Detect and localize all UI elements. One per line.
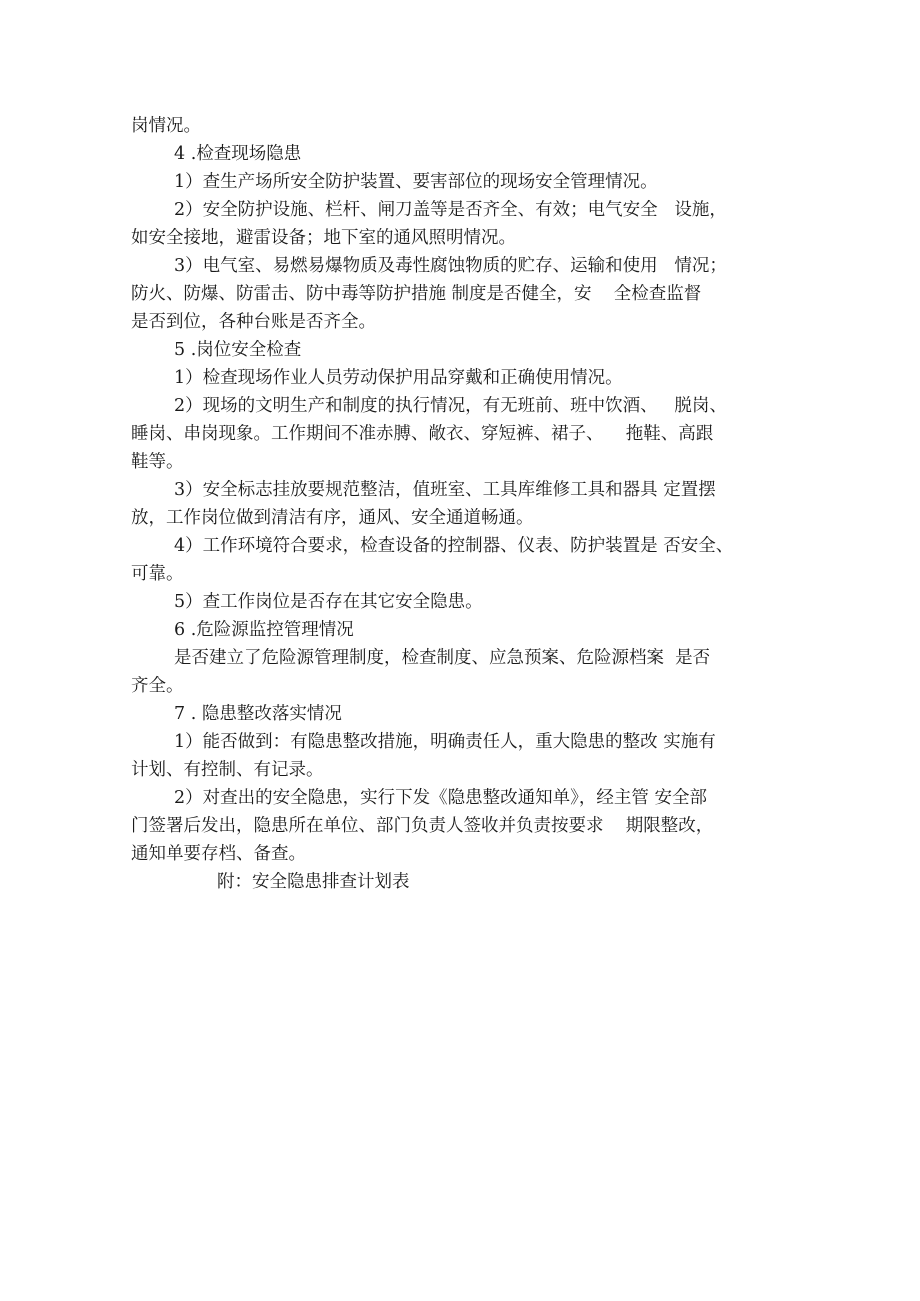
text-line: 4）工作环境符合要求，检查设备的控制器、仪表、防护装置是 否安全、: [174, 536, 734, 556]
text-line: 1）检查现场作业人员劳动保护用品穿戴和正确使用情况。: [174, 368, 623, 388]
text-line: 防火、防爆、防雷击、防中毒等防护措施 制度是否健全，安 全检查监督: [131, 284, 702, 304]
document-body: [131, 112, 795, 896]
text-line: 门签署后发出，隐患所在单位、部门负责人签收并负责按要求 期限整改，: [131, 816, 714, 836]
text-line: 3）电气室、易燃易爆物质及毒性腐蚀物质的贮存、运输和使用 情况；: [174, 256, 727, 276]
text-line: 是否建立了危险源管理制度，检查制度、应急预案、危险源档案 是否: [174, 648, 711, 668]
text-line: 是否到位，各种台账是否齐全。: [131, 312, 376, 332]
text-line: 5 .岗位安全检查: [174, 340, 302, 360]
text-line: 附：安全隐患排查计划表: [217, 872, 410, 892]
text-line: 2）对查出的安全隐患，实行下发《隐患整改通知单》，经主管 安全部: [174, 788, 707, 808]
text-line: 5）查工作岗位是否存在其它安全隐患。: [174, 592, 483, 612]
text-line: 6 .危险源监控管理情况: [174, 620, 354, 640]
text-line: 4 .检查现场隐患: [174, 144, 302, 164]
text-line: 如安全接地，避雷设备；地下室的通风照明情况。: [131, 228, 516, 248]
text-line: 3）安全标志挂放要规范整洁，值班室、工具库维修工具和器具 定置摆: [174, 480, 716, 500]
text-line: 通知单要存档、备查。: [131, 844, 306, 864]
text-line: 1）能否做到：有隐患整改措施，明确责任人，重大隐患的整改 实施有: [174, 732, 716, 752]
text-line: 鞋等。: [131, 452, 184, 472]
text-line: 2）安全防护设施、栏杆、闸刀盖等是否齐全、有效；电气安全 设施，: [174, 200, 727, 220]
text-line: 1）查生产场所安全防护装置、要害部位的现场安全管理情况。: [174, 172, 658, 192]
text-line: 放，工作岗位做到清洁有序，通风、安全通道畅通。: [131, 508, 534, 528]
text-line: 可靠。: [131, 564, 184, 584]
text-line: 7 . 隐患整改落实情况: [174, 704, 342, 724]
text-line: 睡岗、串岗现象。工作期间不准赤膊、敞衣、穿短裤、裙子、 拖鞋、高跟: [131, 424, 714, 444]
text-line: 2）现场的文明生产和制度的执行情况，有无班前、班中饮酒、 脱岗、: [174, 396, 727, 416]
text-line: 计划、有控制、有记录。: [131, 760, 324, 780]
text-line: 岗情况。: [131, 116, 201, 136]
text-line: 齐全。: [131, 676, 184, 696]
